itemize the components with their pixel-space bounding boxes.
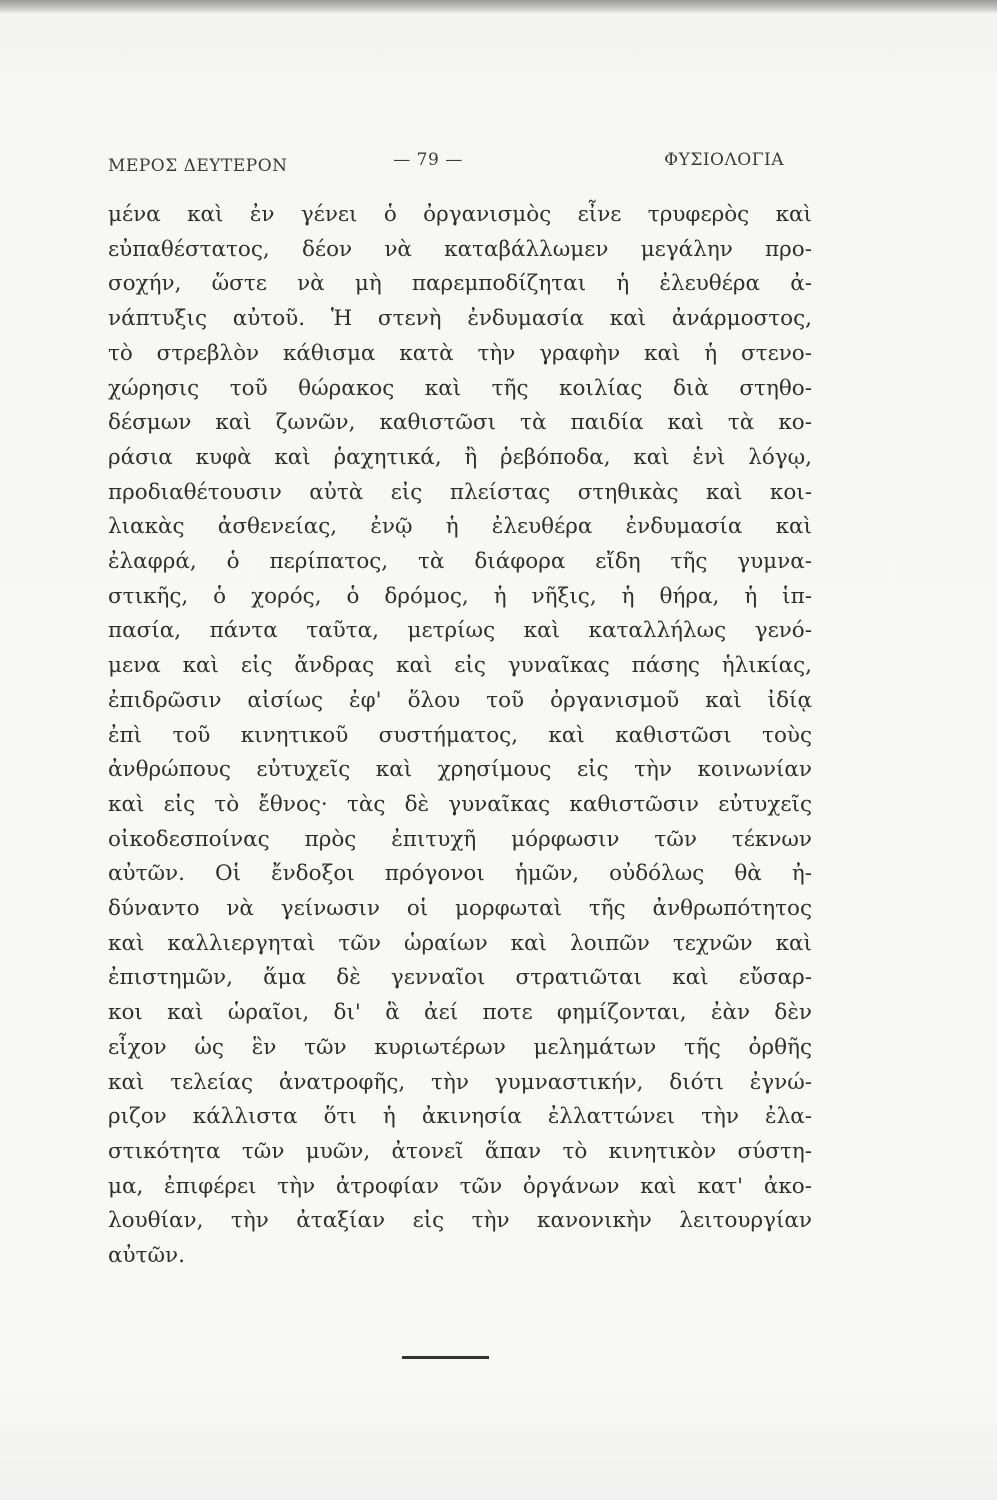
text-line: μένα καὶ ἐν γένει ὁ ὀργανισμὸς εἶνε τρυφερὸς καὶ	[108, 202, 812, 227]
text-line: ἐλαφρά, ὁ περίπατος, τὰ διάφορα εἴδη τῆς γυμνα-	[108, 549, 812, 575]
text-line: εὐπαθέστατος, δέον νὰ καταβάλλωμεν μεγάλην προ-	[108, 236, 812, 262]
text-line: ριζον κάλλιστα ὅτι ἡ ἀκινησία ἐλλαττώνει τὴν ἐλα-	[108, 1104, 812, 1130]
text-line: ἀνθρώπους εὐτυχεῖς καὶ χρησίμους εἰς τὴν κοινωνίαν	[108, 757, 812, 783]
text-line: προδιαθέτουσιν αὐτὰ εἰς πλείστας στηθικὰς καὶ κοι-	[108, 479, 812, 505]
header-chapter-title: ΦΥΣΙΟΛΟΓΙΑ	[664, 150, 784, 170]
text-line: δέσμων καὶ ζωνῶν, καθιστῶσι τὰ παιδία καὶ τὰ κο-	[108, 410, 812, 436]
text-line: καὶ καλλιεργηταὶ τῶν ὡραίων καὶ λοιπῶν τεχνῶν καὶ	[108, 930, 812, 956]
text-line: καὶ εἰς τὸ ἔθνος· τὰς δὲ γυναῖκας καθιστῶσιν εὐτυχεῖς	[108, 791, 812, 817]
page-number: — 79 —	[393, 150, 463, 170]
text-line: τὸ στρεβλὸν κάθισμα κατὰ τὴν γραφὴν καὶ ἡ στενο-	[108, 340, 812, 366]
text-line: λουθίαν, τὴν ἀταξίαν εἰς τὴν κανονικὴν λειτουργίαν	[108, 1208, 812, 1234]
text-line: δύναντο νὰ γείνωσιν οἱ μορφωταὶ τῆς ἀνθρωπότητος	[108, 896, 812, 922]
running-header	[108, 150, 784, 180]
text-line: ἐπιδρῶσιν αἰσίως ἐφ' ὅλου τοῦ ὀργανισμοῦ καὶ ἰδίᾳ	[108, 687, 812, 713]
text-line: στικῆς, ὁ χορός, ὁ δρόμος, ἡ νῆξις, ἡ θήρα, ἡ ἱπ-	[108, 583, 812, 609]
text-line: ράσια κυφὰ καὶ ῥαχητικά, ἢ ῥεβόποδα, καὶ ἑνὶ λόγῳ,	[108, 444, 812, 470]
text-line: χώρησις τοῦ θώρακος καὶ τῆς κοιλίας διὰ στηθο-	[108, 375, 812, 401]
text-line: μα, ἐπιφέρει τὴν ἀτροφίαν τῶν ὀργάνων καὶ κατ' ἀκο-	[108, 1173, 812, 1199]
text-line-final: αὐτῶν.	[108, 1243, 185, 1269]
page-top-edge	[0, 0, 997, 14]
end-of-section-rule	[402, 1356, 489, 1359]
body-text	[108, 198, 812, 1274]
text-line: σοχήν, ὥστε νὰ μὴ παρεμποδίζηται ἡ ἐλευθέρα ἀ-	[108, 271, 812, 297]
text-line: στικότητα τῶν μυῶν, ἀτονεῖ ἅπαν τὸ κινητικὸν σύστη-	[108, 1138, 812, 1164]
text-line: καὶ τελείας ἀνατροφῆς, τὴν γυμναστικήν, διότι ἐγνώ-	[108, 1069, 812, 1095]
text-line: πασία, πάντα ταῦτα, μετρίως καὶ καταλλήλως γενό-	[108, 618, 812, 644]
text-line: λιακὰς ἀσθενείας, ἐνῷ ἡ ἐλευθέρα ἐνδυμασία καὶ	[108, 514, 812, 540]
text-line: μενα καὶ εἰς ἄνδρας καὶ εἰς γυναῖκας πάσης ἡλικίας,	[108, 653, 812, 679]
text-line: νάπτυξις αὐτοῦ. Ἡ στενὴ ἐνδυμασία καὶ ἀνάρμοστος,	[108, 306, 812, 332]
text-line: εἶχον ὡς ἓν τῶν κυριωτέρων μελημάτων τῆς ὀρθῆς	[108, 1034, 812, 1060]
text-line: κοι καὶ ὡραῖοι, δι' ἃ ἀεί ποτε φημίζονται, ἐὰν δὲν	[108, 1000, 812, 1026]
text-line: οἰκοδεσποίνας πρὸς ἐπιτυχῆ μόρφωσιν τῶν τέκνων	[108, 826, 812, 852]
text-line: ἐπιστημῶν, ἅμα δὲ γενναῖοι στρατιῶται καὶ εὔσαρ-	[108, 965, 812, 991]
header-section-title: ΜΕΡΟΣ ΔΕΥΤΕΡΟΝ	[108, 156, 288, 176]
text-line: αὐτῶν. Οἱ ἔνδοξοι πρόγονοι ἡμῶν, οὐδόλως θὰ ἠ-	[108, 861, 812, 887]
text-line: ἐπὶ τοῦ κινητικοῦ συστήματος, καὶ καθιστῶσι τοὺς	[108, 722, 812, 748]
